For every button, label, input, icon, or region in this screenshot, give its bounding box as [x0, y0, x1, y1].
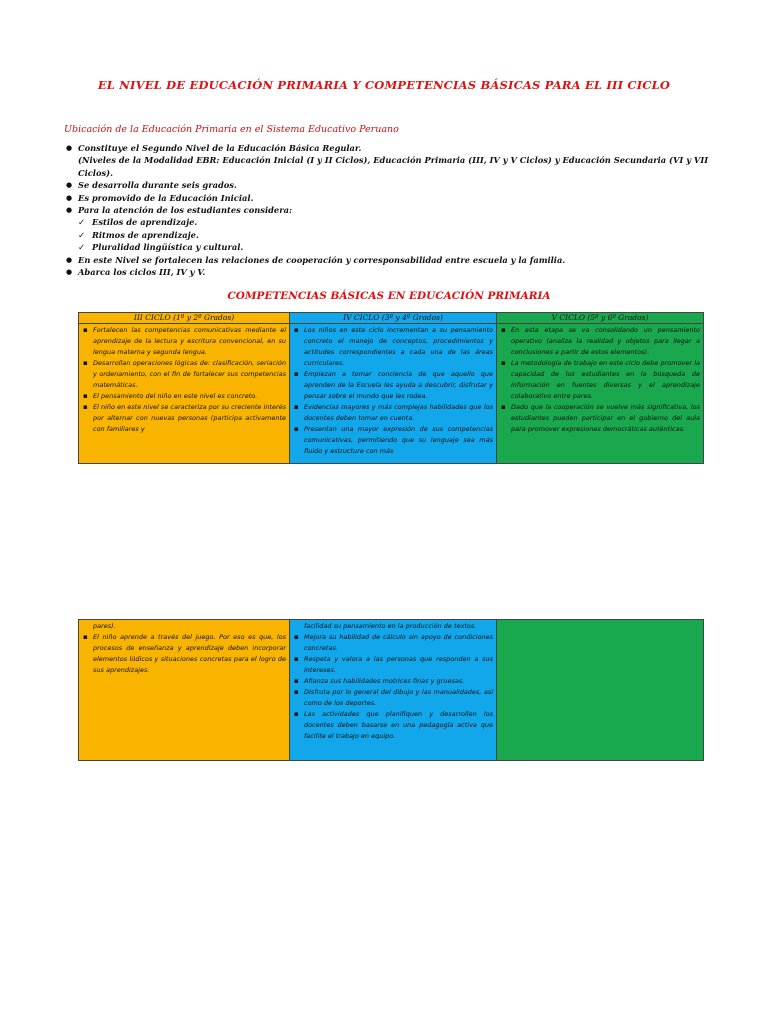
list-item: ▪ El niño en este nivel se caracteriza por su creciente interés por alternar con nuevas personas (participa activamente con familiares y — [82, 402, 286, 435]
list-item: ▪ Empiezan a tomar conciencia de que aquello que aprenden de la Escuela les ayuda a descubrir, disfrutar y pensar sobre el mundo que les rodea. — [293, 369, 493, 402]
table-row — [79, 324, 704, 464]
list-item: ▪ La metodología de trabajo en este ciclo debe promover la capacidad de los estudiantes en la búsqueda de información en fuentes diversas y el aprendizaje colaborativo entre pares. — [500, 358, 700, 402]
list-item: ▪ Presentan una mayor expresión de sus competencias comunicativas, permitiendo que su lenguaje sea más fluido y estructure con más — [293, 424, 493, 457]
list-item: ▪ Desarrollan operaciones lógicas de: clasificación, seriación y ordenamiento, con el fin de fortalecer sus competencias matemáticas. — [82, 358, 286, 391]
iii-ciclo-cell — [79, 324, 290, 464]
list-item: ▪ Dado que la cooperación se vuelve más significativa, los estudiantes pueden participar en el gobierno del aula para promover expresiones democráticas auténticas. — [500, 402, 700, 435]
list-item-continuation: (Niveles de la Modalidad EBR: Educación Inicial (I y II Ciclos), Educación Primaria (III, IV y V Ciclos) y Educación Secundaria (VI y VII Ciclos). — [78, 155, 709, 178]
list-item: ● Constituye el Segundo Nivel de la Educación Básica Regular. — [66, 143, 362, 153]
checkmark-icon: ✓ — [78, 242, 85, 253]
v-ciclo-cell — [497, 324, 704, 464]
competencies-table-continued — [78, 619, 704, 761]
table-row — [79, 620, 704, 761]
header-iv-ciclo: IV CICLO (3º y 4º Grados) — [290, 313, 497, 324]
table-header-row — [79, 313, 704, 324]
list-item: ▪ En esta etapa se va consolidando un pensamiento operativo (analiza la realidad y objetos para llegar a conclusiones a partir de estos elementos). — [500, 325, 700, 358]
iii-ciclo-cell — [79, 620, 290, 761]
list-item: ▪ Disfruta por lo general del dibujo y las manualidades, así como de los deportes. — [293, 687, 493, 709]
header-iii-ciclo: III CICLO (1º y 2º Grados) — [79, 313, 290, 324]
list-item: ▪ El niño aprende a través del juego. Por eso es que, los procesos de enseñanza y aprendizaje deben incorporar elementos lúdicos y situaciones concretas para el logro de sus aprendizajes. — [82, 632, 286, 676]
checkmark-icon: ✓ — [78, 229, 85, 240]
list-item: ● Abarca los ciclos III, IV y V. — [66, 267, 206, 278]
competencies-table-top — [78, 312, 704, 464]
list-item-continuation: pares). — [93, 622, 116, 630]
checkmark-icon: ✓ — [78, 217, 85, 228]
bullet-icon: ● — [66, 192, 73, 202]
sub-list-item: ✓ Pluralidad lingüística y cultural. — [78, 242, 244, 253]
v-ciclo-cell — [497, 620, 704, 761]
list-item: ▪ Fortalecen las competencias comunicativas mediante el aprendizaje de la lectura y escritura convencional, en su lengua materna y segunda lengua. — [82, 325, 286, 358]
bullet-icon: ● — [66, 205, 73, 215]
list-item: ▪ Los niños en este ciclo incrementan a su pensamiento concreto el manejo de conceptos, procedimientos y actitudes correspondientes a cada una de las áreas curriculares. — [293, 325, 493, 369]
list-item: ▪ Mejora su habilidad de cálculo sin apoyo de condiciones concretas. — [293, 632, 493, 654]
list-item: ▪ Las actividades que planifiquen y desarrollen los docentes deben basarse en una pedagogía activa que facilite el trabajo en equipo. — [293, 709, 493, 742]
primary-education-bullet-list — [66, 142, 726, 278]
bullet-icon: ● — [66, 267, 73, 277]
list-item-continuation: facilidad su pensamiento en la producción de textos. — [304, 622, 477, 630]
list-item: ● En este Nivel se fortalecen las relaciones de cooperación y corresponsabilidad entre escuela y la familia. — [66, 254, 566, 265]
list-item: ▪ Afianza sus habilidades motrices finas y gruesas. — [293, 676, 493, 687]
sub-list-item: ✓ Ritmos de aprendizaje. — [78, 229, 199, 240]
list-item: ▪ Respeta y valora a las personas que responden a sus intereses. — [293, 654, 493, 676]
list-item: ● Se desarrolla durante seis grados. — [66, 180, 237, 191]
competencies-heading: COMPETENCIAS BÁSICAS EN EDUCACIÓN PRIMARIA — [227, 290, 551, 302]
iv-ciclo-cell — [290, 324, 497, 464]
bullet-icon: ● — [66, 143, 73, 152]
list-item: ● Es promovido de la Educación Inicial. — [66, 192, 254, 203]
document-title: EL NIVEL DE EDUCACIÓN PRIMARIA Y COMPETENCIAS BÁSICAS PARA EL III CICLO — [97, 78, 671, 92]
list-item: ● Para la atención de los estudiantes considera: — [66, 205, 293, 216]
iv-ciclo-cell — [290, 620, 497, 761]
list-item: ▪ Evidencias mayores y más complejas habilidades que los docentes deben tomar en cuenta. — [293, 402, 493, 424]
list-item: ▪ El pensamiento del niño en este nivel es concreto. — [82, 391, 286, 402]
bullet-icon: ● — [66, 180, 73, 190]
sub-list-item: ✓ Estilos de aprendizaje. — [78, 217, 198, 228]
header-v-ciclo: V CICLO (5º y 6º Grados) — [497, 313, 704, 324]
bullet-icon: ● — [66, 254, 73, 264]
section-subtitle: Ubicación de la Educación Primaria en el Sistema Educativo Peruano — [64, 124, 399, 135]
